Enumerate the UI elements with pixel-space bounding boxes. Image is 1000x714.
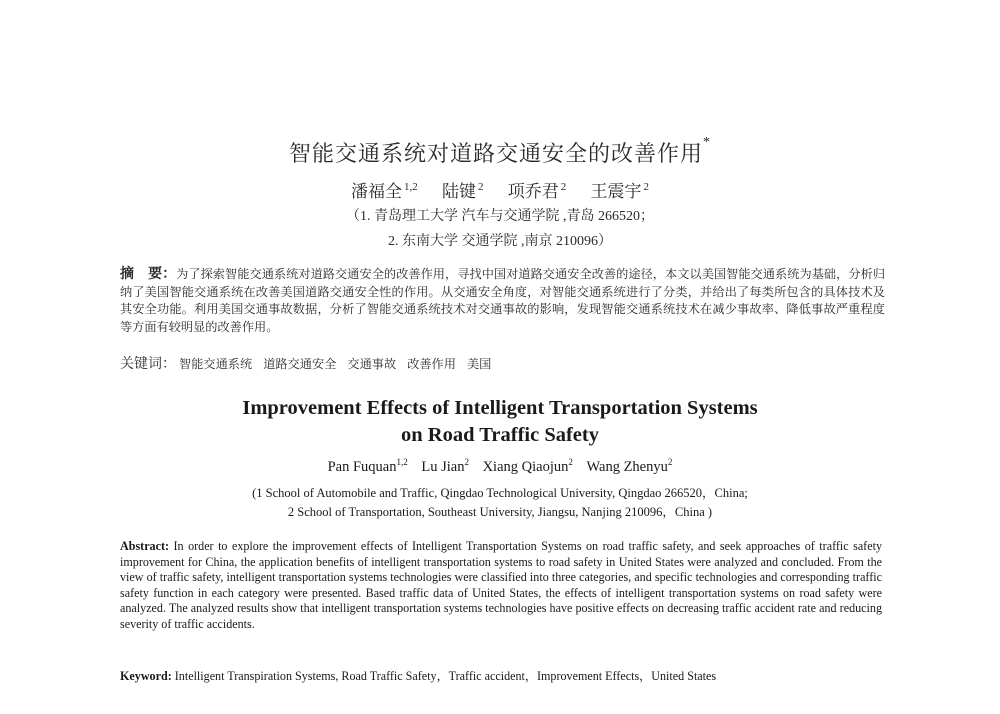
chinese-title-text: 智能交通系统对道路交通安全的改善作用 [288, 141, 703, 166]
chinese-affiliation-1: （1. 青岛理工大学 汽车与交通学院 ,青岛 266520； [346, 209, 654, 224]
chinese-keyword: 美国 [466, 357, 492, 371]
chinese-affiliation-2: 2. 东南大学 交通学院 ,南京 210096） [388, 234, 612, 249]
english-keywords-text: Intelligent Transpiration Systems, Road Traffic Safety，Traffic accident，Improvement Effects，United States [174, 669, 717, 683]
chinese-author: 陆键 $^2$ [442, 181, 484, 201]
chinese-keywords [120, 353, 885, 373]
title-footnote-mark: * [703, 135, 711, 150]
english-abstract [120, 539, 882, 633]
chinese-abstract-text: 为了探索智能交通系统对道路交通安全的改善作用，寻找中国对道路交通安全改善的途径，本文以美国智能交通系统为基础，分析归纳了美国智能交通系统在改善美国道路交通安全性的作用。从交通安全角度，对智能交通系统进行了分类，并给出了每类所包含的具体技术及其安全功能。利用美国交通事故数据，分析了智能交通系统技术对交通事故的影响，发现智能交通系统技术在减少事故率、降低事故严重程度等方面有较明显的改善作用。 [120, 267, 886, 334]
english-authors [0, 457, 1000, 476]
chinese-abstract-label: 摘 要： [120, 267, 177, 282]
chinese-abstract [120, 266, 885, 336]
chinese-keyword: 交通事故 [347, 357, 397, 371]
chinese-keyword: 道路交通安全 [263, 357, 337, 371]
chinese-author: 王震宇 $^2$ [590, 181, 649, 201]
english-author: Xiang Qiaojun$^2$ [482, 457, 573, 475]
chinese-author: 潘福全 $^{1,2}$ [351, 181, 418, 201]
english-abstract-text: In order to explore the improvement effects of Intelligent Transportation Systems on road traffic safety, and seek approaches of traffic safety improvement for China, the application benefits of intelligent transportation systems to road safety in United States were analyzed and concluded. From the view of traffic safety, intelligent transportation systems technologies were classified into three categories, and specific technologies and corresponding traffic safety function in each category were presented. Based traffic data of United States, the effects of intelligent transportation systems on road safety were analyzed. The analyzed results show that intelligent transportation systems technologies have positive effects on decreasing traffic accident rate and reducing severity of traffic accidents. [120, 539, 882, 631]
chinese-keywords-label: 关键词： [120, 357, 176, 372]
english-author: Lu Jian$^2$ [421, 457, 469, 475]
english-keywords [120, 667, 890, 684]
english-author: Wang Zhenyu$^2$ [586, 457, 673, 475]
chinese-author: 项乔君 $^2$ [507, 181, 567, 201]
english-affiliation-2: 2 School of Transportation, Southeast University, Jiangsu, Nanjing 210096，China ) [287, 505, 713, 519]
english-affiliation-1: (1 School of Automobile and Traffic, Qingdao Technological University, Qingdao 266520，China; [252, 486, 748, 500]
chinese-title [0, 137, 1000, 168]
english-abstract-label: Abstract: [120, 539, 170, 553]
chinese-keyword: 智能交通系统 [179, 357, 253, 371]
english-keywords-label: Keyword: [120, 669, 172, 683]
english-title [0, 395, 1000, 449]
chinese-keyword: 改善作用 [407, 357, 456, 371]
chinese-authors [0, 177, 1000, 202]
english-title-line-2: on Road Traffic Safety [401, 424, 599, 446]
english-author: Pan Fuquan$^{1,2}$ [327, 457, 408, 475]
english-title-line-1: Improvement Effects of Intelligent Transportation Systems [242, 397, 758, 419]
